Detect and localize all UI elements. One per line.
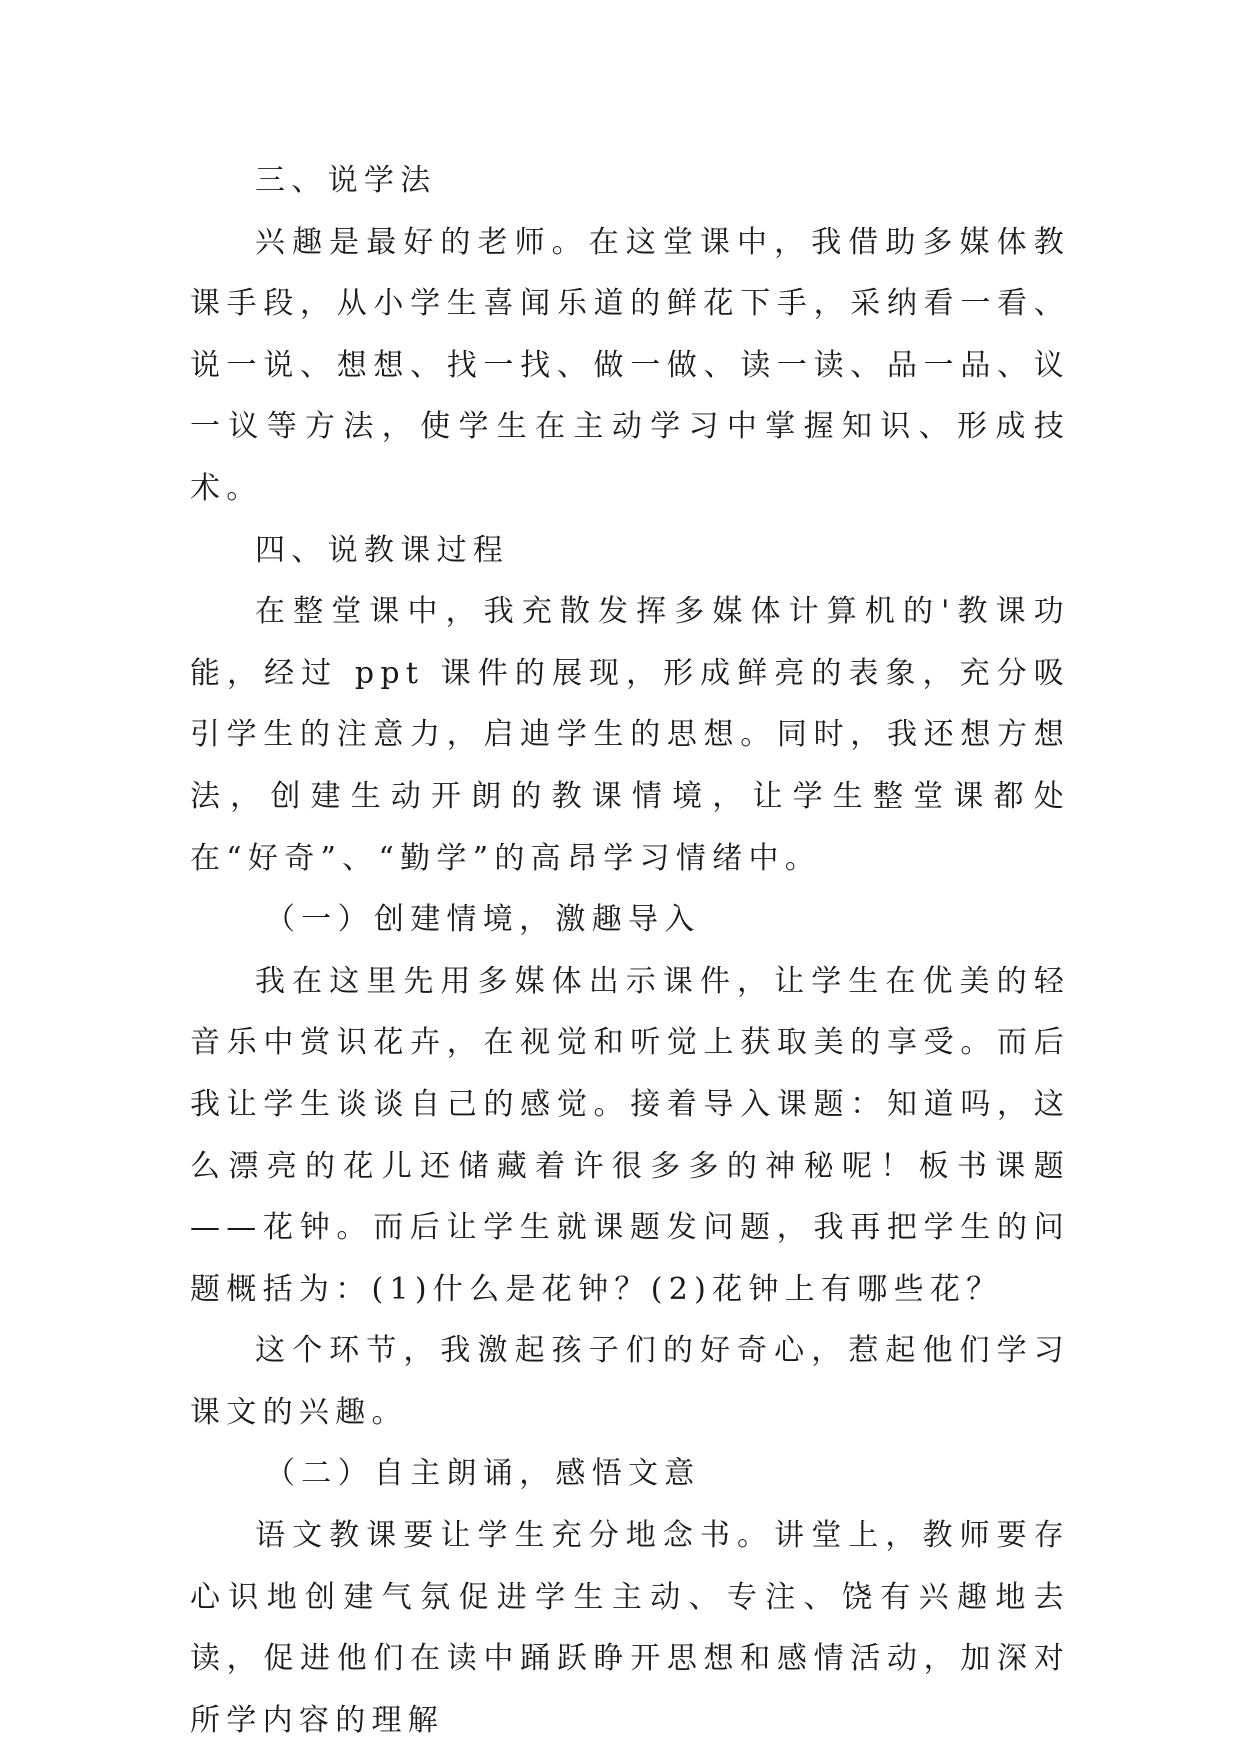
paragraph-scenario: 我在这里先用多媒体出示课件，让学生在优美的轻音乐中赏识花卉，在视觉和听觉上获取美的享受。而后我让学生谈谈自己的感觉。接着导入课题：知道吗，这么漂亮的花儿还储藏着许很多多的神秘呢！板书课题——花钟。而后让学生就课题发问题，我再把学生的问题概括为：(1)什么是花钟？(2)花钟上有哪些花？ [190,963,1070,1307]
section-heading-study-method: 三、说学法 [255,163,437,198]
document-body [190,150,1070,1751]
section-heading-teaching-process: 四、说教课过程 [255,532,510,568]
paragraph-reading: 语文教课要让学生充分地念书。讲堂上，教师要存心识地创建气氛促进学生主动、专注、饶有兴趣地去读，促进他们在读中踊跃睁开思想和感情活动，加深对所学内容的理解 [190,1518,1070,1738]
paragraph-teaching-process: 在整堂课中，我充散发挥多媒体计算机的'教课功能，经过 ppt 课件的展现，形成鲜亮的表象，充分吸引学生的注意力，启迪学生的思想。同时，我还想方想法，创建生动开朗的教课情境，让学生整堂课都处在“好奇”、“勤学”的高昂学习情绪中。 [190,594,1070,876]
paragraph-scenario-summary: 这个环节，我激起孩子们的好奇心，惹起他们学习课文的兴趣。 [190,1333,1070,1430]
subsection-heading-reading: （二）自主朗诵，感悟文意 [265,1456,701,1492]
paragraph-study-method: 兴趣是最好的老师。在这堂课中，我借助多媒体教课手段，从小学生喜闻乐道的鲜花下手，采纳看一看、说一说、想想、找一找、做一做、读一读、品一品、议一议等方法，使学生在主动学习中掌握知识、形成技术。 [190,224,1070,506]
subsection-heading-scenario: （一）创建情境，激趣导入 [265,902,701,938]
